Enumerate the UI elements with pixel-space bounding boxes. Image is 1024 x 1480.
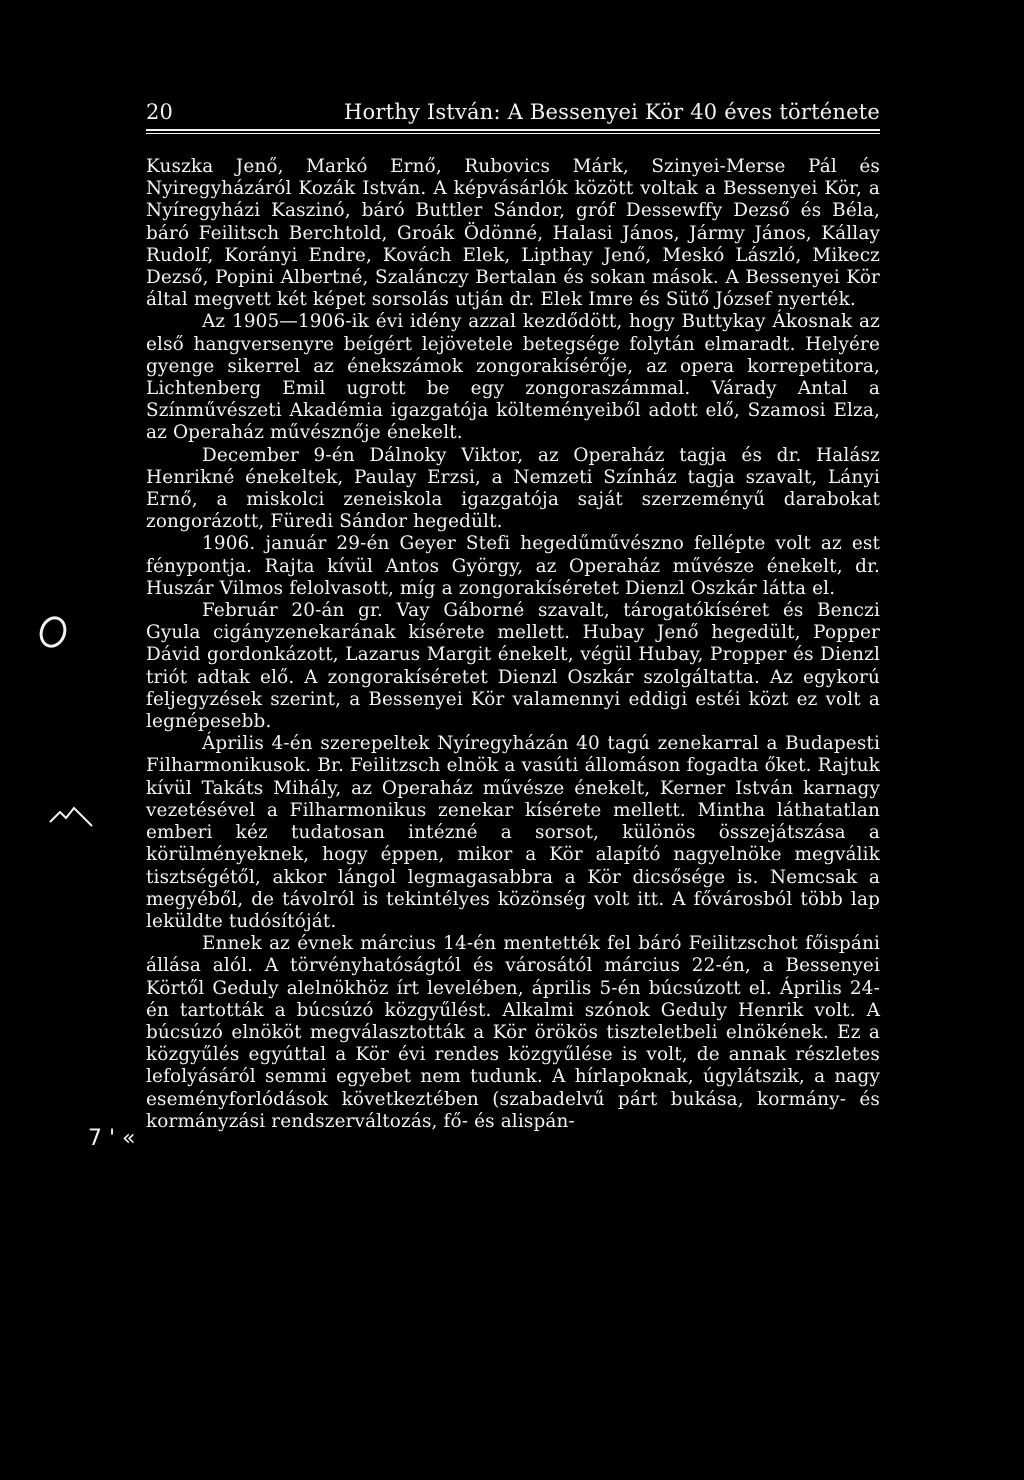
paragraph-7: Ennek az évnek március 14-én mentették fel báró Feilitzschot főispáni állása alól. A törvényhatóságtól és városától március 22-én, a Bessenyei Körtől Geduly alelnökhöz írt levelében, április 5-én búcsúzott el. Április 24-én tartották a búcsúzó közgyűlést. Alkalmi szónok Geduly Henrik volt. A búcsúzó elnököt megválasztották a Kör örökös tiszteletbeli elnökének. Ez a közgyűlés egyúttal a Kör évi rendes közgyűlése is volt, de annak részletes lefolyásáról semmi egyebet nem tudunk. A hírlapoknak, úgylátszik, a nagy eseményforlódások következtében (szabadelvű párt bukása, kormány- és kormányzási rendszerváltozás, fő- és alispán- xyxy=(146,933,880,1132)
paragraph-1: Kuszka Jenő, Markó Ernő, Rubovics Márk, Szinyei-Merse Pál és Nyiregyházáról Kozák István. A képvásárlók között voltak a Bessenyei Kör, a Nyíregyházi Kaszinó, báró Buttler Sándor, gróf Dessewffy Dezső és Béla, báró Feilitsch Berchtold, Groák Ödönné, Halasi János, Jármy János, Kállay Rudolf, Korányi Endre, Kovách Elek, Lipthay Jenő, Meskó László, Mikecz Dezső, Popini Albertné, Szalánczy Bertalan és sokan mások. A Bessenyei Kör által megvett két képet sorsolás utján dr. Elek Imre és Sütő József nyerték. xyxy=(146,156,880,311)
paragraph-4: 1906. január 29-én Geyer Stefi hegedűművészno fellépte volt az est fénypontja. Rajta kívül Antos György, az Operaház művésze énekelt, dr. Huszár Vilmos felolvasott, míg a zongorakíséretet Dienzl Oszkár látta el. xyxy=(146,533,880,599)
paragraph-6: Április 4-én szerepeltek Nyíregyházán 40 tagú zenekarral a Budapesti Filharmonikusok. Br. Feilitzsch elnök a vasúti állomáson fogadta őket. Rajtuk kívül Takáts Mihály, az Operaház művésze énekelt, Kerner István karnagy vezetésével a Filharmonikus zenekar kísérete mellett. Mintha láthatatlan emberi kéz tudatosan intézné a sorsot, különös összejátszása a körülményeknek, hogy éppen, mikor a Kör alapító nagyelnöke megválik tisztségétől, akkor lángol legmagasabbra a Kör dicsősége is. Nemcsak a megyéből, de távolról is tekintélyes közönség volt itt. A fővárosból több lap leküldte tudósítóját. xyxy=(146,733,880,932)
running-title: Horthy István: A Bessenyei Kör 40 éves története xyxy=(343,100,880,124)
page-number: 20 xyxy=(146,100,174,124)
body-text xyxy=(146,156,880,1133)
margin-pencil-note: 7 ' « xyxy=(88,1126,136,1151)
paragraph-3: December 9-én Dálnoky Viktor, az Operaház tagja és dr. Halász Henrikné énekeltek, Paulay Erzsi, a Nemzeti Színház tagja szavalt, Lányi Ernő, a miskolci zeneiskola igazgatója saját szerzeményű darabokat zongorázott, Füredi Sándor hegedült. xyxy=(146,444,880,533)
paragraph-2: Az 1905—1906-ik évi idény azzal kezdődött, hogy Buttykay Ákosnak az első hangversenyre beígért lejövetele betegsége folytán elmaradt. Helyére gyenge sikerrel az énekszámok zongorakísérője, az opera korrepetitora, Lichtenberg Emil ugrott be egy zongoraszámmal. Várady Antal a Színművészeti Akadémia igazgatója költeményeiből adott elő, Szamosi Elza, az Operaház művésznője énekelt. xyxy=(146,311,880,444)
page-header xyxy=(146,100,880,130)
paragraph-5: Február 20-án gr. Vay Gáborné szavalt, tárogatókíséret és Benczi Gyula cigányzenekarának kísérete mellett. Hubay Jenő hegedült, Popper Dávid gordonkázott, Lazarus Margit énekelt, végül Hubay, Propper és Dienzl triót adtak elő. A zongorakíséretet Dienzl Oszkár szolgáltatta. Az egykorú feljegyzések szerint, a Bessenyei Kör valamennyi eddigi estéi közt ez volt a legnépesebb. xyxy=(146,600,880,733)
header-rule-thin xyxy=(146,133,880,134)
margin-check-mark xyxy=(46,800,96,830)
header-rule xyxy=(146,129,880,131)
margin-circle-mark xyxy=(35,613,70,652)
